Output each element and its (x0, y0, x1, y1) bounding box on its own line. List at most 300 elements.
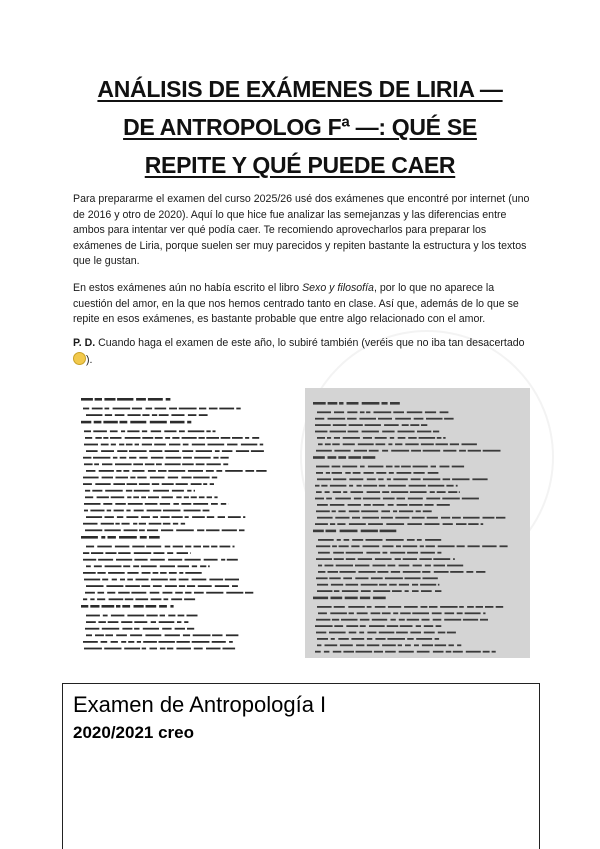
scan-line-segment (101, 641, 108, 643)
scan-line-segment (457, 644, 461, 646)
scan-line-segment (351, 545, 359, 547)
scan-line-segment (232, 585, 238, 587)
scan-line-segment (117, 450, 127, 452)
scan-line-segment (94, 565, 102, 567)
scan-line-segment (481, 523, 484, 525)
scan-line-segment (150, 477, 165, 479)
scan-line-segment (225, 579, 239, 581)
scan-line-segment (256, 470, 266, 472)
scan-line-segment (86, 565, 91, 567)
scan-line-segment (364, 504, 371, 506)
scan-line-segment (316, 510, 330, 512)
scan-line-segment (428, 472, 439, 474)
scan-line-segment (376, 472, 386, 474)
scan-line-segment (450, 443, 459, 445)
scan-line-segment (133, 523, 137, 525)
scan-line-segment (160, 572, 167, 574)
scan-line-segment (142, 572, 151, 574)
scan-line-segment (424, 625, 433, 627)
scan-line-segment (220, 546, 231, 548)
scan-line-segment (354, 450, 367, 452)
scan-line-segment (391, 571, 400, 573)
scan-line-segment (340, 571, 356, 573)
scan-line-segment (382, 545, 393, 547)
scan-line-segment (374, 651, 383, 653)
scan-line-segment (407, 638, 414, 640)
scan-line-segment (342, 466, 357, 468)
scan-line-segment (318, 571, 325, 573)
scan-line-segment (433, 558, 450, 560)
scan-line-segment (173, 546, 183, 548)
scan-line-segment (387, 638, 405, 640)
scan-line-segment (199, 414, 208, 416)
scan-line-segment (196, 450, 212, 452)
scan-line-segment (367, 638, 372, 640)
scan-line-segment (198, 585, 212, 587)
scan-line-segment (153, 490, 169, 492)
scan-line-segment (398, 437, 406, 439)
scan-line-segment (313, 456, 325, 459)
scan-line-segment (391, 450, 409, 452)
scan-line-segment (188, 430, 205, 432)
scan-line-segment (414, 644, 419, 646)
scan-line-segment (223, 648, 236, 650)
scan-line-segment (111, 641, 118, 643)
scan-line-segment (135, 444, 139, 446)
scan-line-segment (346, 625, 358, 627)
scan-line-segment (182, 437, 197, 439)
scan-line-segment (343, 651, 354, 653)
scan-line-segment (203, 510, 210, 512)
scan-line-segment (90, 605, 99, 608)
scan-line-segment (395, 517, 409, 519)
scan-line-segment (132, 470, 144, 472)
scan-line-segment (398, 431, 415, 433)
scan-line-segment (466, 651, 481, 653)
scan-line-segment (146, 615, 157, 617)
scan-line-segment (134, 628, 139, 630)
scan-line-segment (118, 592, 130, 594)
scan-line-segment (333, 424, 347, 426)
scan-line-segment (360, 619, 370, 621)
scan-line-segment (185, 592, 191, 594)
scan-line-segment (483, 517, 495, 519)
scan-line-segment (316, 450, 332, 452)
scan-line-segment (317, 644, 321, 646)
scan-line-segment (83, 552, 89, 554)
scan-line-segment (386, 523, 404, 525)
scan-line-segment (179, 585, 185, 587)
scan-line-segment (459, 491, 460, 493)
scan-line-segment (153, 552, 164, 554)
scan-line-segment (182, 450, 193, 452)
scan-line-segment (126, 444, 133, 446)
scan-line-segment (496, 517, 505, 519)
scan-line-segment (416, 625, 421, 627)
scan-line-segment (86, 414, 102, 416)
scan-line-segment (206, 529, 219, 531)
scan-line-segment (134, 490, 150, 492)
scan-line-segment (153, 516, 158, 518)
scan-line-segment (252, 437, 259, 439)
scan-line-segment (317, 584, 328, 586)
scan-line-segment (204, 559, 218, 561)
scan-line-segment (407, 539, 415, 541)
scan-line-segment (343, 443, 355, 445)
scan-line-segment (92, 490, 102, 492)
scan-line-segment (98, 621, 106, 623)
scan-line-segment (116, 605, 120, 608)
scan-line-segment (480, 619, 488, 621)
scan-line-segment (151, 579, 168, 581)
scan-line-segment (221, 559, 225, 561)
scan-line-segment (329, 632, 346, 634)
scan-line-segment (95, 437, 101, 439)
scan-line-segment (422, 571, 430, 573)
scan-line-segment (111, 444, 116, 446)
scan-line-segment (316, 545, 330, 547)
scan-line-segment (155, 408, 167, 410)
scan-line-segment (134, 605, 144, 608)
scan-line-segment (412, 517, 425, 519)
scan-line-segment (185, 572, 201, 574)
scan-line-segment (403, 558, 417, 560)
scan-line-segment (331, 584, 343, 586)
scan-line-segment (141, 585, 150, 587)
scan-line-segment (108, 621, 119, 623)
scan-line-segment (106, 585, 123, 587)
scan-line-segment (390, 437, 394, 439)
scan-line-segment (318, 539, 334, 541)
scan-line-segment (152, 414, 157, 416)
scan-line-segment (318, 612, 327, 614)
scan-line-segment (332, 443, 339, 445)
scan-line-segment (127, 430, 139, 432)
scan-line-segment (424, 632, 435, 634)
scan-line-segment (410, 632, 421, 634)
scan-line-segment (222, 529, 237, 531)
scan-line-segment (206, 437, 219, 439)
scan-line-segment (387, 478, 391, 480)
scan-line-segment (160, 615, 165, 617)
scan-line-segment (83, 477, 99, 479)
scan-line-segment (109, 598, 124, 600)
scan-line-segment (452, 517, 461, 519)
scan-line-segment (425, 539, 441, 541)
scan-line-segment (116, 470, 121, 472)
scan-line-segment (83, 559, 96, 561)
scan-line-segment (382, 402, 388, 405)
scan-line-segment (212, 634, 222, 636)
scan-line-segment (391, 491, 408, 493)
scan-line-segment (178, 565, 190, 567)
scan-line-segment (404, 606, 418, 608)
scan-line-segment (104, 529, 120, 531)
scan-line-segment (141, 496, 146, 498)
scan-line-segment (121, 621, 132, 623)
scan-line-segment (160, 503, 170, 505)
scan-line-segment (351, 491, 364, 493)
scan-line-segment (111, 496, 125, 498)
scan-line-segment (401, 466, 411, 468)
scan-line-segment (166, 398, 171, 401)
scan-line-segment (315, 418, 324, 420)
scan-line-segment (389, 584, 397, 586)
scan-line-segment (159, 621, 175, 623)
scan-line-segment (396, 632, 408, 634)
scan-line-segment (379, 485, 386, 487)
scan-line-segment (382, 612, 391, 614)
scan-line-segment (103, 437, 108, 439)
slightly-smiling-face-icon (73, 352, 86, 365)
scan-line-segment (362, 431, 379, 433)
scan-line-segment (139, 523, 146, 525)
scan-line-segment (333, 491, 341, 493)
scan-line-segment (500, 545, 508, 547)
scan-line-segment (162, 496, 173, 498)
scan-line-segment (417, 431, 431, 433)
scan-line-segment (457, 545, 465, 547)
scan-line-segment (447, 632, 456, 634)
scan-line-segment (115, 414, 125, 416)
scan-line-segment (386, 539, 404, 541)
scan-line-segment (423, 510, 432, 512)
scan-line-segment (440, 606, 458, 608)
exam-photo-2020 (305, 388, 530, 658)
scan-line-segment (349, 523, 366, 525)
scan-line-segment (101, 450, 114, 452)
scan-line-segment (102, 579, 108, 581)
scan-line-segment (328, 418, 346, 420)
scan-line-segment (425, 411, 436, 413)
scan-line-segment (465, 612, 481, 614)
scan-line-segment (334, 558, 344, 560)
scan-line-segment (315, 424, 331, 426)
scan-line-segment (378, 478, 383, 480)
scan-line-segment (128, 503, 143, 505)
scan-line-segment (375, 606, 386, 608)
scan-line-segment (358, 443, 374, 445)
scan-line-segment (405, 590, 409, 592)
scan-line-segment (333, 651, 342, 653)
scan-line-segment (450, 571, 463, 573)
scan-line-segment (170, 579, 177, 581)
postscript-end: ). (86, 354, 92, 366)
scan-line-segment (385, 577, 403, 579)
scan-line-segment (420, 545, 424, 547)
scan-line-segment (105, 565, 122, 567)
scan-line-segment (397, 472, 412, 474)
scan-line-segment (405, 443, 418, 445)
scan-line-segment (187, 615, 198, 617)
scan-line-segment (326, 472, 330, 474)
scan-line-segment (388, 504, 394, 506)
scan-line-segment (184, 496, 189, 498)
scan-line-segment (399, 510, 413, 512)
scan-line-segment (412, 590, 419, 592)
scan-line-segment (340, 644, 353, 646)
scan-line-segment (94, 463, 99, 465)
scan-line-segment (463, 619, 478, 621)
scan-line-segment (97, 496, 109, 498)
scan-line-segment (213, 457, 218, 459)
scan-line-segment (151, 621, 156, 623)
scan-line-segment (146, 408, 153, 410)
scan-line-segment (137, 477, 146, 479)
scan-line-segment (148, 470, 156, 472)
scan-line-segment (421, 424, 427, 426)
scan-line-segment (317, 606, 332, 608)
book-title: Sexo y filosofía (302, 282, 374, 294)
scan-line-segment (325, 491, 330, 493)
scan-line-segment (226, 592, 243, 594)
scan-line-segment (146, 546, 161, 548)
scan-line-segment (193, 503, 208, 505)
scan-line-segment (358, 558, 372, 560)
scan-line-segment (134, 559, 147, 561)
scan-line-segment (208, 565, 210, 567)
scan-line-segment (344, 539, 350, 541)
scan-line-segment (199, 437, 205, 439)
scan-line-segment (192, 579, 207, 581)
scan-line-segment (207, 463, 221, 465)
scan-line-segment (101, 444, 109, 446)
scan-line-segment (348, 606, 365, 608)
scan-line-segment (383, 552, 388, 554)
scan-line-segment (388, 565, 396, 567)
scan-line-segment (367, 644, 380, 646)
scan-line-segment (84, 463, 93, 465)
scan-line-segment (443, 478, 451, 480)
scan-line-segment (134, 621, 147, 623)
scan-line-segment (179, 408, 197, 410)
exam-scan-2016 (73, 388, 288, 658)
scan-line-segment (363, 456, 376, 459)
scan-line-segment (321, 485, 327, 487)
scan-line-segment (135, 598, 148, 600)
scan-line-segment (359, 632, 364, 634)
scan-line-segment (165, 437, 170, 439)
scan-line-segment (373, 565, 386, 567)
scan-line-segment (94, 421, 102, 424)
document-title: ANÁLISIS DE EXÁMENES DE LIRIA — DE ANTROPOLOG Fª —: QUÉ SE REPITE Y QUÉ PUEDE CAER (88, 70, 512, 184)
scan-line-segment (169, 408, 177, 410)
scan-line-segment (405, 577, 421, 579)
scan-line-segment (125, 598, 134, 600)
scan-line-segment (337, 523, 345, 525)
scan-line-segment (84, 430, 91, 432)
scan-line-segment (383, 498, 395, 500)
scan-line-segment (181, 503, 191, 505)
scan-line-segment (361, 590, 371, 592)
scan-line-segment (496, 606, 504, 608)
scan-line-segment (194, 490, 195, 492)
scan-line-segment (411, 450, 421, 452)
scan-line-segment (400, 612, 411, 614)
postscript-text: Cuando haga el examen de este año, lo subiré también (veréis que no iba tan desacertado (95, 337, 524, 349)
scan-line-segment (185, 546, 191, 548)
scan-line-segment (142, 414, 149, 416)
scan-line-segment (192, 516, 205, 518)
scan-line-segment (163, 523, 171, 525)
scan-line-segment (434, 571, 449, 573)
scan-line-segment (148, 398, 163, 401)
scan-line-segment (153, 572, 159, 574)
scan-line-segment (369, 625, 385, 627)
scan-line-segment (83, 408, 89, 410)
scan-line-segment (228, 516, 241, 518)
scan-line-segment (390, 552, 405, 554)
scan-line-segment (422, 644, 433, 646)
scan-line-segment (131, 592, 146, 594)
scan-line-segment (438, 632, 446, 634)
scan-line-segment (260, 444, 264, 446)
scan-line-segment (139, 483, 150, 485)
scan-line-segment (476, 571, 485, 573)
scan-line-segment (136, 579, 149, 581)
scan-line-segment (177, 552, 188, 554)
scan-line-segment (437, 504, 450, 506)
scan-line-segment (122, 605, 130, 608)
scan-line-segment (145, 463, 155, 465)
scan-line-segment (483, 651, 490, 653)
scan-line-segment (366, 411, 370, 413)
scan-line-segment (84, 510, 88, 512)
scan-line-segment (373, 590, 390, 592)
scan-line-segment (356, 651, 373, 653)
scan-line-segment (384, 424, 399, 426)
scan-line-segment (367, 491, 380, 493)
scan-line-segment (120, 457, 127, 459)
scan-line-segment (194, 592, 204, 594)
scan-line-segment (95, 398, 102, 401)
scan-line-segment (124, 529, 138, 531)
scan-line-segment (317, 590, 332, 592)
scan-line-segment (105, 490, 123, 492)
scan-line-segment (316, 491, 322, 493)
scan-line-segment (352, 539, 363, 541)
scan-line-segment (165, 585, 177, 587)
scan-line-segment (349, 424, 363, 426)
scan-line-segment (365, 424, 381, 426)
scan-line-segment (315, 431, 327, 433)
scan-line-segment (229, 641, 233, 643)
scan-line-segment (211, 503, 218, 505)
scan-line-segment (151, 430, 161, 432)
scan-line-segment (328, 571, 339, 573)
scan-line-segment (345, 597, 358, 600)
scan-line-segment (119, 444, 124, 446)
scan-line-segment (367, 606, 372, 608)
scan-line-segment (212, 641, 226, 643)
scan-line-segment (317, 504, 328, 506)
scan-line-segment (435, 644, 447, 646)
scan-line-segment (215, 450, 220, 452)
scan-line-segment (191, 496, 197, 498)
scan-line-segment (137, 641, 141, 643)
scan-line-segment (317, 411, 331, 413)
scan-line-segment (421, 552, 435, 554)
scan-line-segment (123, 565, 130, 567)
scan-line-segment (467, 606, 474, 608)
scan-line-segment (326, 530, 337, 533)
scan-line-segment (91, 552, 103, 554)
scan-line-segment (196, 463, 205, 465)
scan-line-segment (436, 443, 448, 445)
scan-line-segment (84, 648, 102, 650)
scan-line-segment (462, 443, 477, 445)
scan-line-segment (181, 523, 185, 525)
